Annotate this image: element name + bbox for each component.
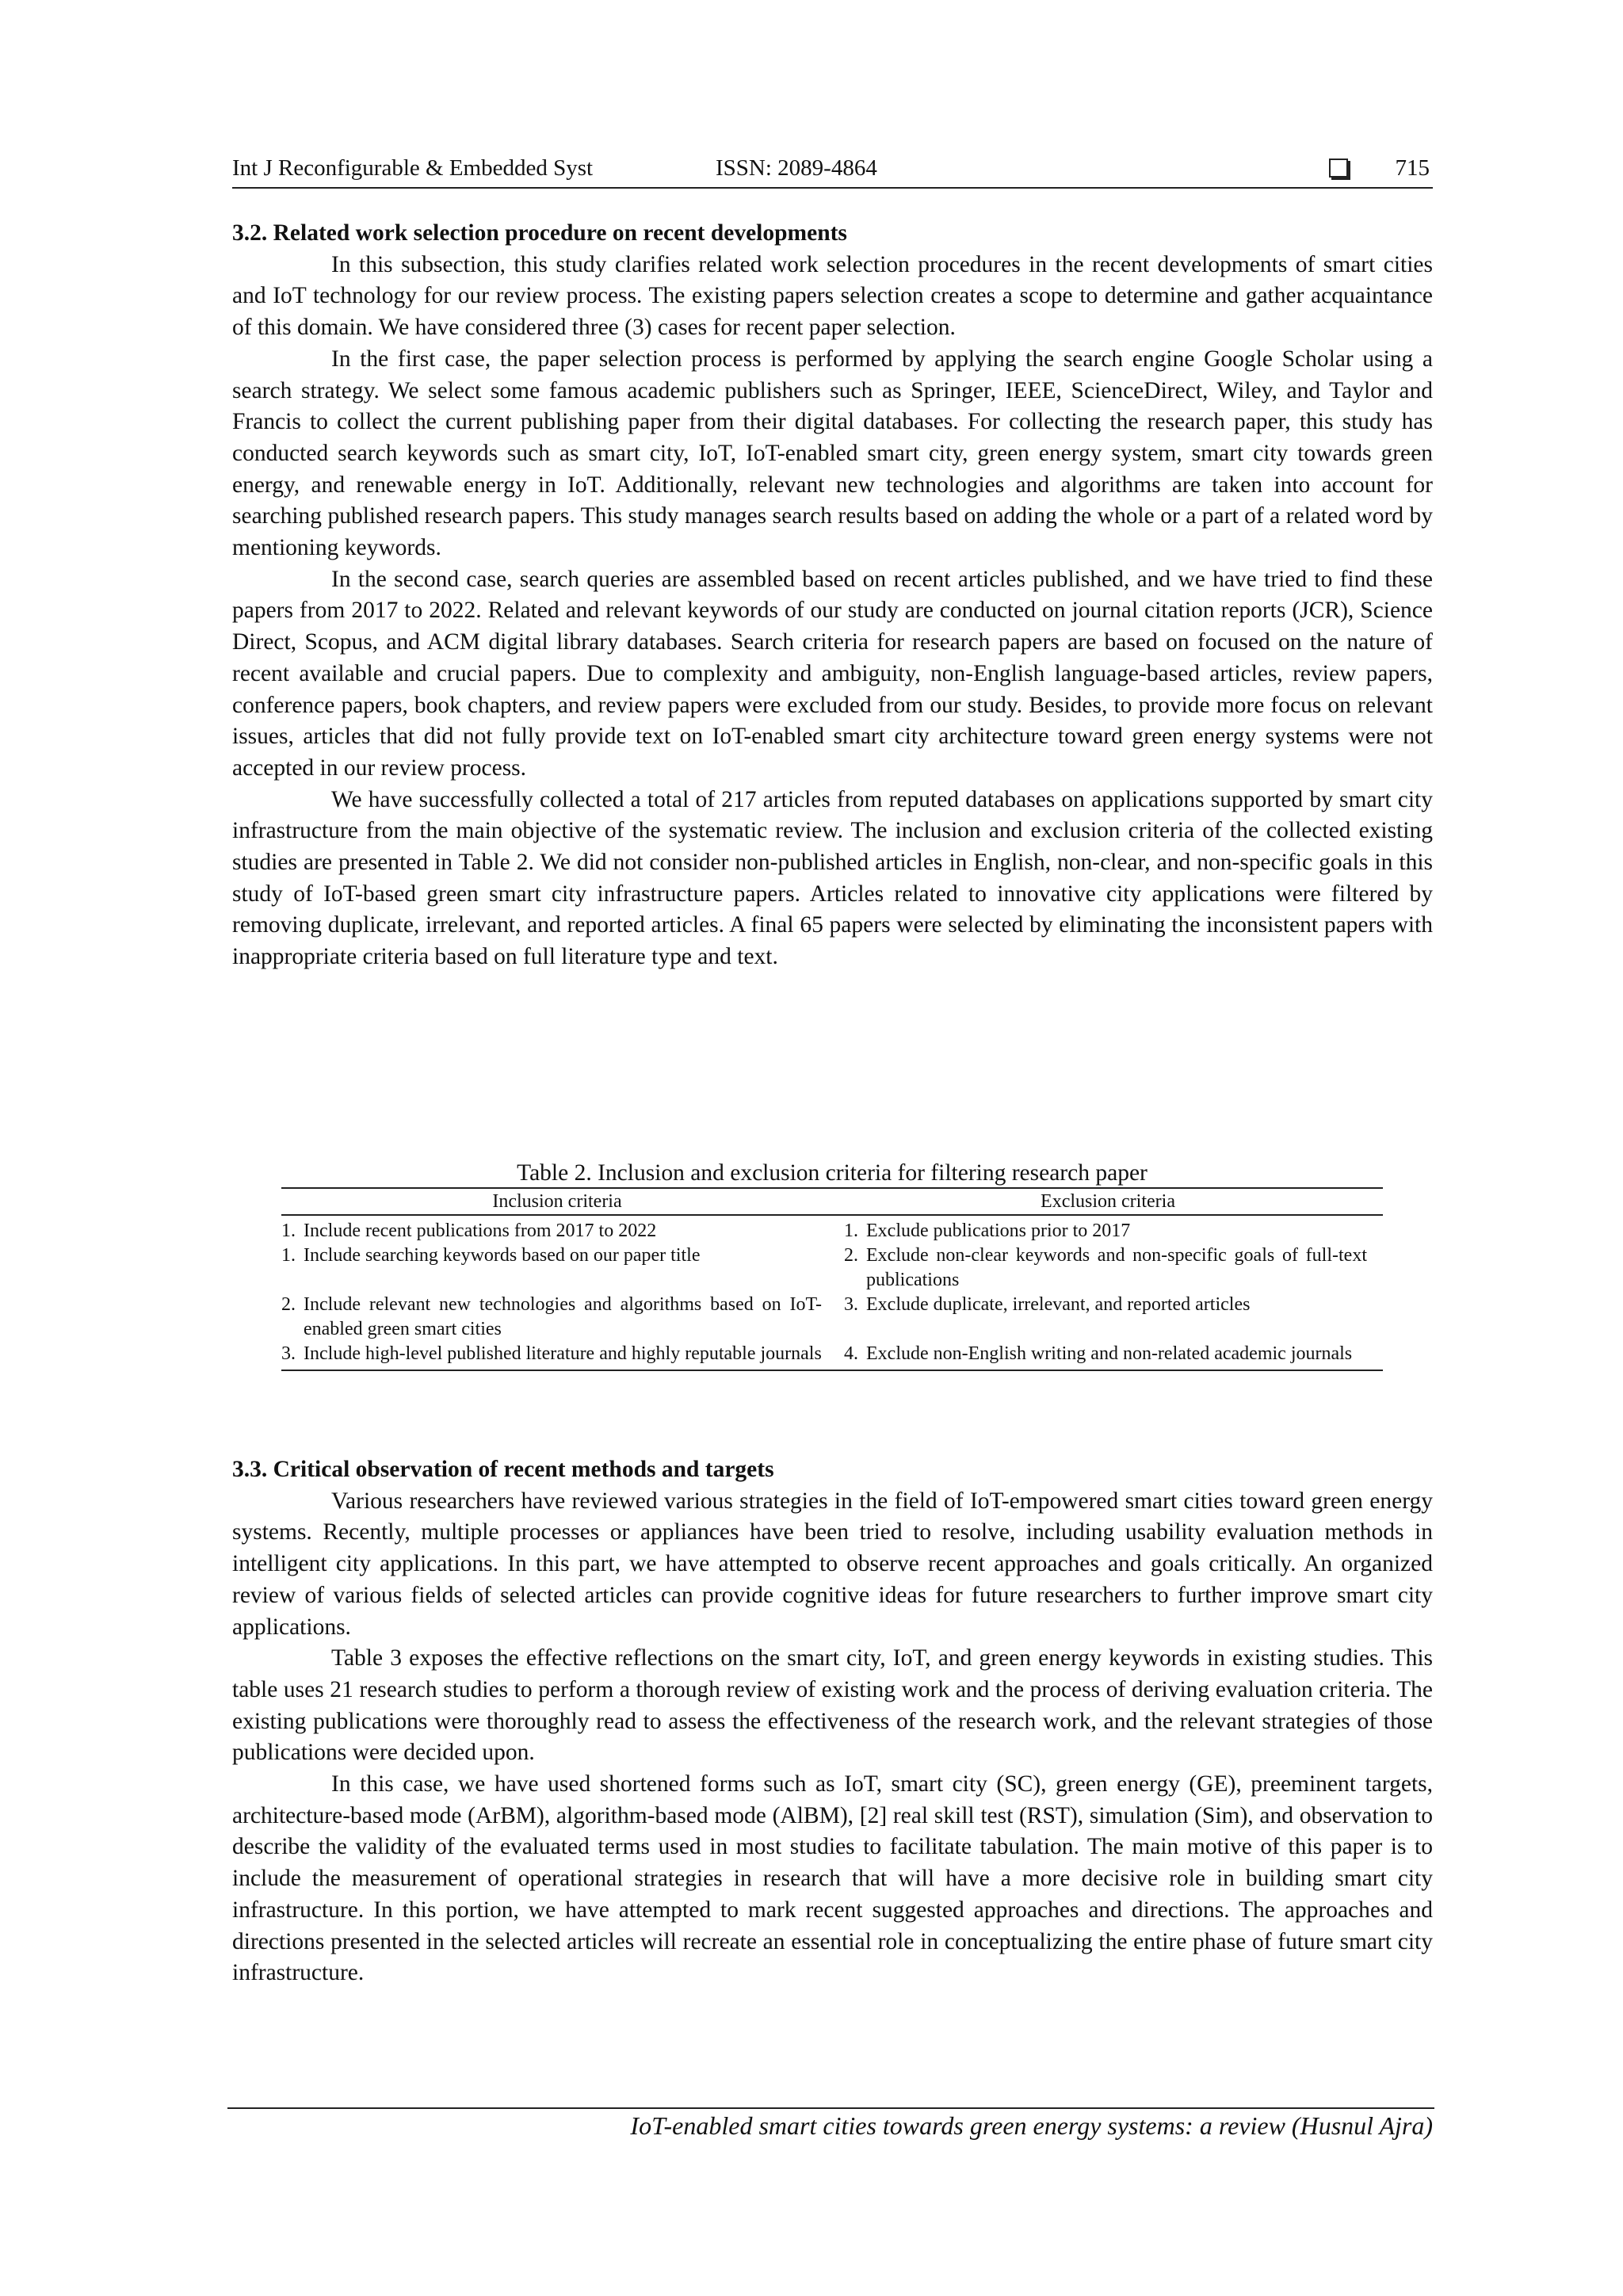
table-caption: Table 2. Inclusion and exclusion criteria for filtering research paper bbox=[517, 1160, 1148, 1186]
paragraph: We have successfully collected a total of 217 articles from reputed databases on applications supported by smart city infrastructure from the main objective of the systematic review. The inclusion and exclusion criteria of the collected existing studies are presented in Table 2. We did not consider non-published articles in English, non-clear, and non-specific goals in this study of IoT-based green smart city infrastructure papers. Articles related to innovative city applications were filtered by removing duplicate, irrelevant, and reported articles. A final 65 papers were selected by eliminating the inconsistent papers with inappropriate criteria based on full literature type and text. bbox=[232, 786, 1433, 970]
exclusion-cell bbox=[833, 1215, 1383, 1244]
item-text: Exclude non-clear keywords and non-specific goals of full-text publications bbox=[866, 1245, 1367, 1290]
paragraph: Table 3 exposes the effective reflections on the smart city, IoT, and green energy keywords in existing studies. This table uses 21 research studies to perform a thorough review of existing work and the process of deriving evaluation criteria. The existing publications were thoroughly read to assess the effectiveness of the research work, and the relevant strategies of those publications were decided upon. bbox=[232, 1645, 1433, 1766]
item-number: 3. bbox=[844, 1294, 858, 1315]
item-text: Include high-level published literature and highly reputable journals bbox=[304, 1343, 822, 1364]
table-row bbox=[281, 1215, 1383, 1244]
item-number: 2. bbox=[281, 1294, 296, 1315]
exclusion-cell bbox=[833, 1293, 1383, 1342]
item-number: 1. bbox=[281, 1245, 296, 1266]
item-text: Exclude duplicate, irrelevant, and reported articles bbox=[866, 1294, 1251, 1315]
item-text: Include relevant new technologies and algorithms based on IoT-enabled green smart cities bbox=[304, 1294, 822, 1339]
section-heading: 3.3. Critical observation of recent methods and targets bbox=[232, 1457, 774, 1482]
item-number: 4. bbox=[844, 1343, 858, 1364]
paragraph: In the first case, the paper selection process is performed by applying the search engine Google Scholar using a search strategy. We select some famous academic publishers such as Springer, IEEE, ScienceDirect, Wiley, and Taylor and Francis to collect the current publishing paper from their digital databases. For collecting the research paper, this study has conducted search keywords such as smart city, IoT, IoT-enabled smart city, green energy system, smart city towards green energy, and renewable energy in IoT. Additionally, relevant new technologies and algorithms are taken into account for searching published research papers. This study manages search results based on adding the whole or a part of a related word by mentioning keywords. bbox=[232, 346, 1433, 561]
table-2 bbox=[281, 1187, 1383, 1371]
inclusion-cell bbox=[281, 1215, 833, 1244]
column-header-inclusion: Inclusion criteria bbox=[281, 1188, 833, 1215]
exclusion-cell bbox=[833, 1244, 1383, 1293]
item-number: 1. bbox=[281, 1221, 296, 1241]
paragraph: In the second case, search queries are assembled based on recent articles published, and we have tried to find these papers from 2017 to 2022. Related and relevant keywords of our study are conducted on journal citation reports (JCR), Science Direct, Scopus, and ACM digital library databases. Search criteria for research papers are based on focused on the nature of recent available and crucial papers. Due to complexity and ambiguity, non-English language-based articles, review papers, conference papers, book chapters, and review papers were excluded from our study. Besides, to provide more focus on relevant issues, articles that did not fully provide text on IoT-enabled smart city architecture toward green energy systems were not accepted in our review process. bbox=[232, 566, 1433, 781]
item-text: Exclude non-English writing and non-related academic journals bbox=[866, 1343, 1353, 1364]
section-3-2 bbox=[232, 218, 1433, 973]
item-number: 2. bbox=[844, 1245, 858, 1266]
item-text: Exclude publications prior to 2017 bbox=[866, 1221, 1131, 1241]
paragraph: In this subsection, this study clarifies related work selection procedures in the recent developments of smart cities and IoT technology for our review process. The existing papers selection creates a scope to determine and gather acquaintance of this domain. We have considered three (3) cases for recent paper selection. bbox=[232, 251, 1433, 341]
table-header-row bbox=[281, 1188, 1383, 1215]
criteria-table bbox=[281, 1187, 1383, 1371]
inclusion-cell bbox=[281, 1342, 833, 1370]
inclusion-cell bbox=[281, 1244, 833, 1293]
journal-name: Int J Reconfigurable & Embedded Syst bbox=[232, 155, 594, 181]
table-row bbox=[281, 1244, 1383, 1293]
square-box-icon bbox=[1329, 159, 1348, 178]
paragraph: Various researchers have reviewed various strategies in the field of IoT-empowered smart cities toward green energy systems. Recently, multiple processes or appliances have been tried to resolve, including usability evaluation methods in intelligent city applications. In this part, we have attempted to observe recent approaches and goals critically. An organized review of various fields of selected articles can provide cognitive ideas for future researchers to further improve smart city applications. bbox=[232, 1488, 1433, 1640]
table-row bbox=[281, 1293, 1383, 1342]
footer-rule bbox=[227, 2107, 1434, 2109]
section-3-3 bbox=[232, 1454, 1433, 1989]
running-footer: IoT-enabled smart cities towards green energy systems: a review (Husnul Ajra) bbox=[630, 2111, 1433, 2140]
item-number: 3. bbox=[281, 1343, 296, 1364]
inclusion-cell bbox=[281, 1293, 833, 1342]
column-header-exclusion: Exclusion criteria bbox=[833, 1188, 1383, 1215]
exclusion-cell bbox=[833, 1342, 1383, 1370]
page-number: 715 bbox=[1395, 155, 1430, 181]
item-number: 1. bbox=[844, 1221, 858, 1241]
table-row bbox=[281, 1342, 1383, 1370]
issn-label: ISSN: 2089-4864 bbox=[716, 155, 877, 181]
item-text: Include recent publications from 2017 to 2022 bbox=[304, 1221, 657, 1241]
running-header bbox=[232, 154, 1433, 189]
section-heading: 3.2. Related work selection procedure on recent developments bbox=[232, 220, 847, 246]
paragraph: In this case, we have used shortened forms such as IoT, smart city (SC), green energy (GE), preeminent targets, architecture-based mode (ArBM), algorithm-based mode (AlBM), [2] real skill test (RST), simulation (Sim), and observation to describe the validity of the evaluated terms used in most studies to facilitate tabulation. The main motive of this paper is to include the measurement of operational strategies in research that will have a more decisive role in building smart city infrastructure. In this portion, we have attempted to mark recent suggested approaches and directions. The approaches and directions presented in the selected articles will recreate an essential role in conceptualizing the entire phase of future smart city infrastructure. bbox=[232, 1771, 1433, 1986]
item-text: Include searching keywords based on our paper title bbox=[304, 1245, 701, 1266]
